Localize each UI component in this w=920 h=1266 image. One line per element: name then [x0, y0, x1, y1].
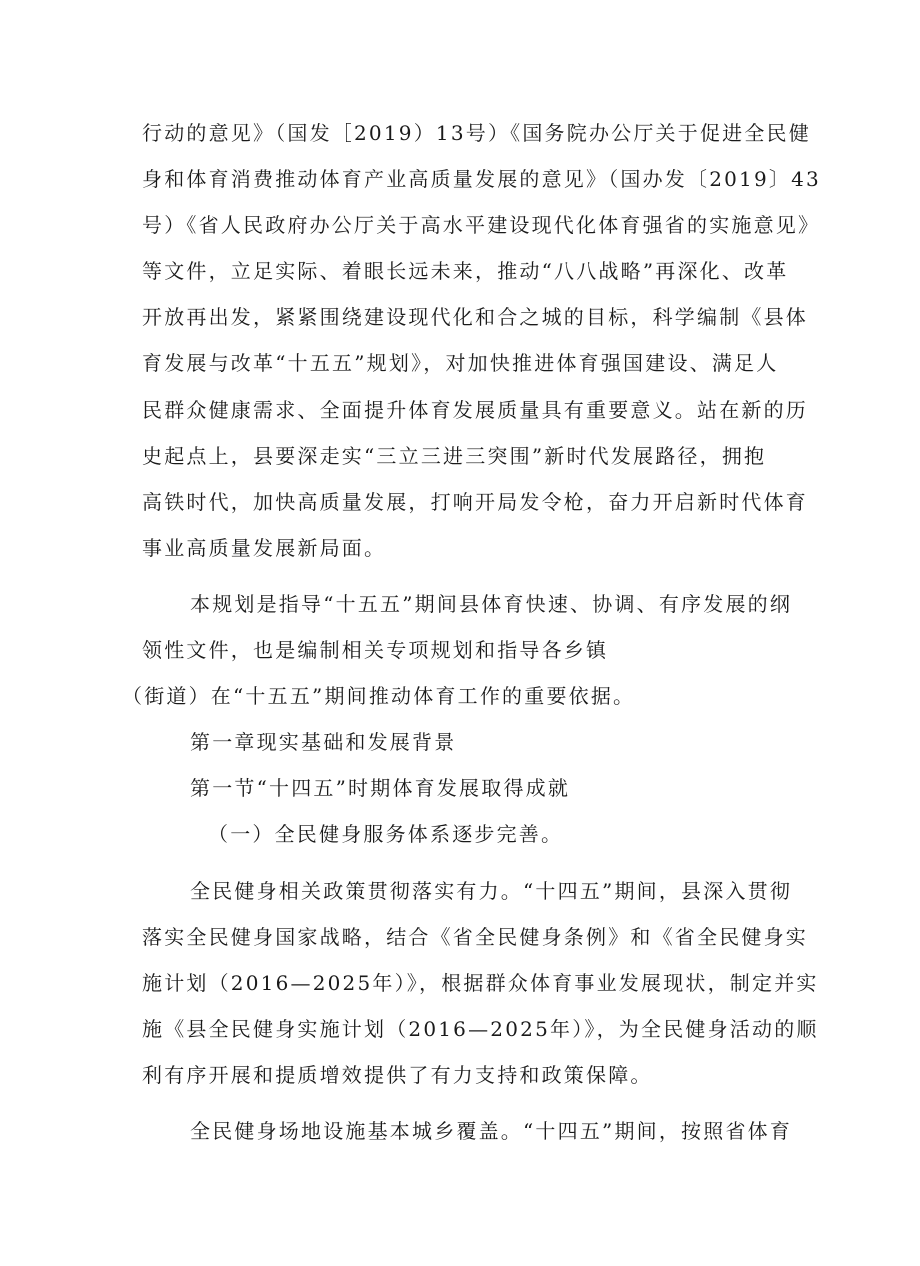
text-line: 本规划是指导“十五五”期间县体育快速、协调、有序发展的纲: [190, 591, 793, 616]
text-line: 民群众健康需求、全面提升体育发展质量具有重要意义。站在新的历: [142, 397, 808, 422]
text-line: 身和体育消费推动体育产业高质量发展的意见》（国办发〔2019〕43: [142, 167, 821, 192]
text-line: 行动的意见》（国发［2019）13号）《国务院办公厅关于促进全民健: [142, 121, 811, 145]
text-line: 利有序开展和提质增效提供了有力支持和政策保障。: [142, 1062, 653, 1087]
text-line: （街道）在“十五五”期间推动体育工作的重要依据。: [122, 684, 636, 709]
text-line: 施计划（2016—2025年）》，根据群众体育事业发展现状，制定并实: [142, 970, 819, 995]
chapter-heading: 第一章现实基础和发展背景: [190, 730, 457, 755]
paragraph-gap: [142, 858, 790, 868]
paragraph-gap: [142, 1098, 790, 1108]
text-line: 全民健身场地设施基本城乡覆盖。“十四五”期间，按照省体育: [190, 1118, 793, 1143]
text-line: 开放再出发，紧紧围绕建设现代化和合之城的目标，科学编制《县体: [142, 305, 808, 330]
text-line: 全民健身相关政策贯彻落实有力。“十四五”期间，县深入贯彻: [190, 878, 793, 903]
text-line: 等文件，立足实际、着眼长远未来，推动“八八战略”再深化、改革: [142, 259, 789, 284]
text-line: 育发展与改革“十五五”规划》，对加快推进体育强国建设、满足人: [142, 351, 779, 376]
text-line: 号）《省人民政府办公厅关于高水平建设现代化体育强省的实施意见》: [142, 213, 821, 238]
section-heading: 第一节“十四五”时期体育发展取得成就: [190, 776, 571, 801]
text-line: 施《县全民健身实施计划（2016—2025年）》，为全民健身活动的顺: [142, 1016, 819, 1041]
text-line: 高铁时代，加快高质量发展，打响开局发令枪，奋力开启新时代体育: [142, 489, 808, 514]
text-line: 领性文件，也是编制相关专项规划和指导各乡镇: [142, 638, 609, 663]
text-line: 史起点上，县要深走实“三立三进三突围”新时代发展路径，拥抱: [142, 443, 767, 468]
text-line: 事业高质量发展新局面。: [142, 535, 387, 560]
text-line: 落实全民健身国家战略，结合《省全民健身条例》和《省全民健身实: [142, 924, 808, 949]
subsection-heading: （一）全民健身服务体系逐步完善。: [208, 822, 564, 847]
paragraph-gap: [142, 571, 790, 581]
